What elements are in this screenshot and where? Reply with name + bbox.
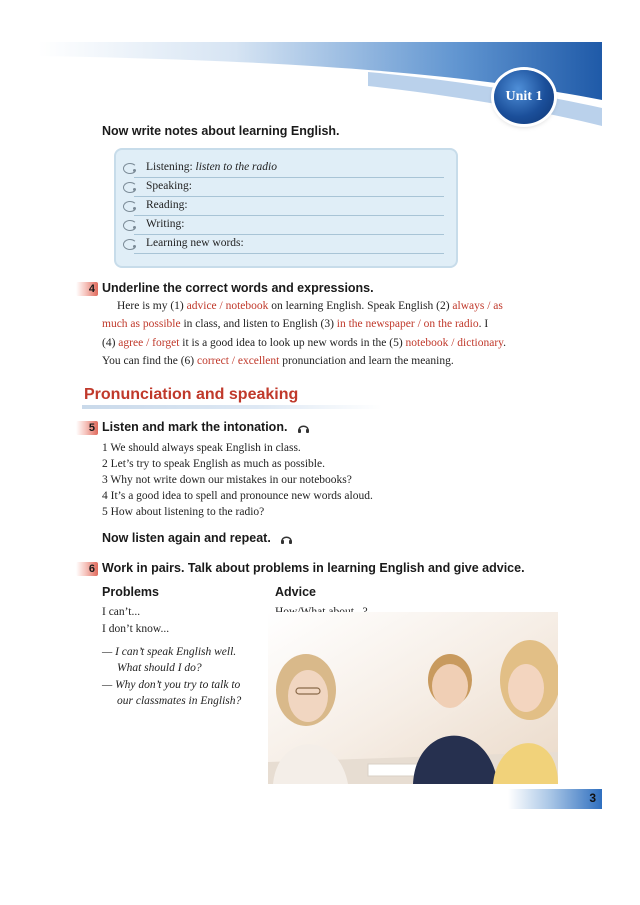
repeat-heading bbox=[102, 531, 293, 545]
advice-heading: Advice bbox=[275, 585, 316, 599]
list-item: 4 It’s a good idea to spell and pronounce new words aloud. bbox=[102, 490, 373, 502]
problem-item: I can’t... bbox=[102, 606, 141, 618]
text: Here is my bbox=[117, 300, 171, 312]
ring-dot bbox=[133, 188, 136, 191]
note-row-listening[interactable] bbox=[134, 158, 444, 178]
exercise-6-heading: Work in pairs. Talk about problems in learning English and give advice. bbox=[102, 561, 525, 575]
list-item: 3 Why not write down our mistakes in our notebooks? bbox=[102, 474, 352, 486]
text: in class, and listen to English bbox=[180, 318, 321, 330]
blank-number: (5) bbox=[389, 337, 406, 349]
unit-badge: Unit 1 bbox=[494, 70, 554, 124]
ring-dot bbox=[133, 245, 136, 248]
note-label: Writing: bbox=[146, 218, 185, 230]
note-value: listen to the radio bbox=[195, 161, 277, 173]
section-title: Pronunciation and speaking bbox=[84, 386, 299, 403]
dialogue-line: — Why don’t you try to talk to bbox=[102, 679, 241, 691]
option-2a[interactable]: always / as bbox=[452, 300, 503, 312]
students-photo bbox=[268, 612, 558, 784]
exercise-number-4: 4 bbox=[76, 282, 98, 296]
blank-number: (3) bbox=[320, 318, 337, 330]
ring-dot bbox=[133, 226, 136, 229]
exercise-number-5: 5 bbox=[76, 421, 98, 435]
exercise-5-heading bbox=[102, 420, 310, 434]
dialogue-line: — I can’t speak English well. bbox=[102, 646, 237, 658]
ex4-line-4 bbox=[102, 355, 454, 367]
ex4-line-1 bbox=[117, 300, 503, 312]
ex4-line-3 bbox=[102, 337, 506, 349]
text: You can find the bbox=[102, 355, 181, 367]
blank-number: (2) bbox=[436, 300, 453, 312]
option-3[interactable]: in the newspaper / on the radio bbox=[336, 318, 479, 330]
option-4[interactable]: agree / forget bbox=[118, 337, 180, 349]
text: . I bbox=[478, 318, 489, 330]
blank-number: (4) bbox=[102, 337, 119, 349]
note-label: Reading: bbox=[146, 199, 188, 211]
ex4-line-2 bbox=[102, 318, 488, 330]
note-row-new-words[interactable] bbox=[134, 234, 444, 254]
heading-text: Now listen again and repeat. bbox=[102, 531, 271, 545]
blank-number: (1) bbox=[170, 300, 187, 312]
exercise-number-6: 6 bbox=[76, 562, 98, 576]
note-label: Speaking: bbox=[146, 180, 192, 192]
list-item: 1 We should always speak English in class. bbox=[102, 442, 301, 454]
blank-number: (6) bbox=[180, 355, 197, 367]
text: . bbox=[503, 337, 507, 349]
ring-dot bbox=[133, 169, 136, 172]
note-row-reading[interactable] bbox=[134, 196, 444, 216]
headphone-icon[interactable] bbox=[297, 422, 310, 434]
exercise-4-heading: Underline the correct words and expressions. bbox=[102, 281, 374, 295]
option-2b[interactable]: much as possible bbox=[102, 318, 181, 330]
note-row-speaking[interactable] bbox=[134, 177, 444, 197]
notes-heading: Now write notes about learning English. bbox=[102, 124, 340, 138]
option-6[interactable]: correct / excellent bbox=[196, 355, 280, 367]
note-label: Learning new words: bbox=[146, 237, 244, 249]
page-number: 3 bbox=[589, 791, 596, 805]
text: pronunciation and learn the meaning. bbox=[279, 355, 454, 367]
list-item: 5 How about listening to the radio? bbox=[102, 506, 265, 518]
text: on learning English. Speak English bbox=[268, 300, 437, 312]
headphone-icon[interactable] bbox=[280, 533, 293, 545]
note-row-writing[interactable] bbox=[134, 215, 444, 235]
ring-dot bbox=[133, 207, 136, 210]
dialogue-line: our classmates in English? bbox=[117, 695, 242, 707]
problems-heading: Problems bbox=[102, 585, 159, 599]
dialogue-line: What should I do? bbox=[117, 662, 202, 674]
text: it is a good idea to look up new words in the bbox=[179, 337, 390, 349]
option-5[interactable]: notebook / dictionary bbox=[405, 337, 504, 349]
option-1[interactable]: advice / notebook bbox=[186, 300, 269, 312]
heading-text: Listen and mark the intonation. bbox=[102, 420, 288, 434]
notes-panel bbox=[114, 148, 458, 268]
section-underline bbox=[82, 405, 382, 409]
list-item: 2 Let’s try to speak English as much as possible. bbox=[102, 458, 325, 470]
problem-item: I don’t know... bbox=[102, 623, 170, 635]
note-label: Listening: bbox=[146, 161, 193, 173]
